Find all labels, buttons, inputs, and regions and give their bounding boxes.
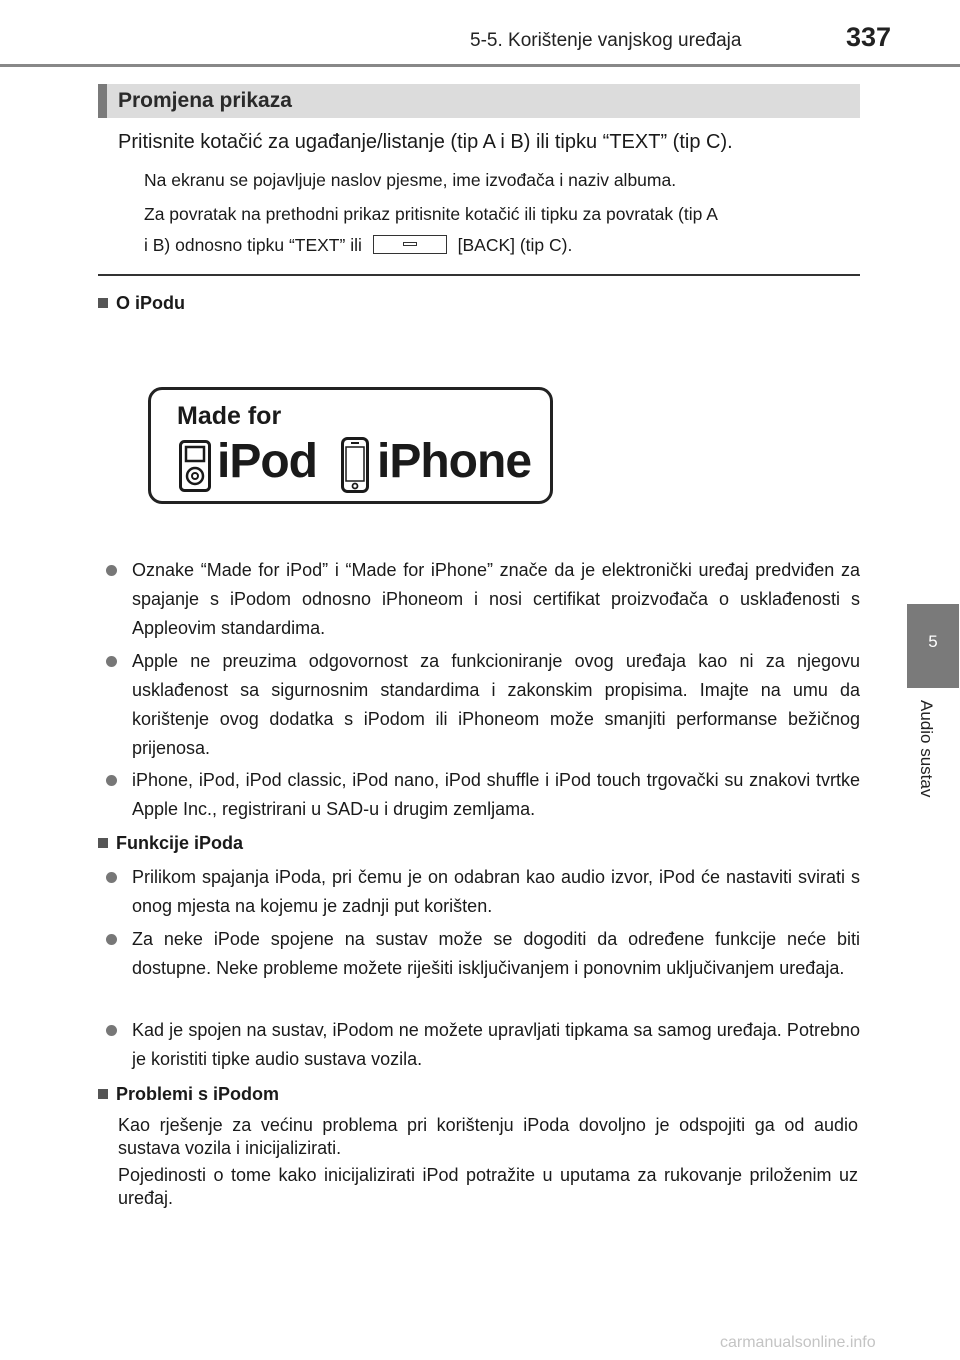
list-item-text: Za neke iPode spojene na sustav može se dogoditi da određene funkcije neće biti dostupne. Neke probleme možete riješiti isključivanjem i ponovnim uključivanjem uređaja.	[132, 929, 860, 978]
bullet-dot-icon	[106, 934, 117, 945]
logo-iphone: iPhone	[377, 435, 532, 488]
list-item-text: iPhone, iPod, iPod classic, iPod nano, iPod shuffle i iPod touch trgovački su znakovi tvrtke Apple Inc., registrirani u SAD-u i drugim zemljama.	[132, 770, 860, 819]
subheading-text: Problemi s iPodom	[116, 1084, 280, 1104]
ipod-device-icon	[179, 440, 211, 492]
problems-paragraph-1: Kao rješenje za većinu problema pri korištenju iPoda dovoljno je odspojiti ga od audio sustava vozila i inicijalizirati.	[118, 1115, 858, 1158]
subheading-text: Funkcije iPoda	[116, 833, 244, 853]
list-item	[106, 647, 860, 763]
header-section-title: 5-5. Korištenje vanjskog uređaja	[470, 30, 742, 51]
problems-paragraph-2: Pojedinosti o tome kako inicijalizirati iPod potražite u uputama za rukovanje priloženim uz uređaj.	[118, 1165, 858, 1208]
back-key-icon	[373, 235, 447, 254]
list-item	[106, 1016, 860, 1074]
subheading-text: O iPodu	[116, 293, 185, 313]
subheading-ipod-problems	[98, 1084, 279, 1105]
subheading-about-ipod	[98, 293, 185, 314]
bullet-dot-icon	[106, 656, 117, 667]
note-line-3	[144, 235, 572, 256]
section-divider	[98, 274, 860, 276]
list-item-text: Kad je spojen na sustav, iPodom ne možete upravljati tipkama sa samog uređaja. Potrebno je koristiti tipke audio sustava vozila.	[132, 1020, 860, 1069]
square-bullet-icon	[98, 1089, 108, 1099]
footer-watermark: carmanualsonline.info	[720, 1334, 876, 1351]
bullet-dot-icon	[106, 565, 117, 576]
list-item	[106, 766, 860, 824]
section-bar	[98, 84, 860, 118]
chapter-label-text: Audio sustav	[917, 700, 936, 798]
page-number: 337	[846, 22, 892, 52]
list-item	[106, 925, 860, 983]
made-for-ipod-iphone-logo	[148, 387, 553, 504]
iphone-device-icon	[341, 437, 369, 493]
logo-ipod: iPod	[217, 435, 317, 488]
main-instruction: Pritisnite kotačić za ugađanje/listanje (tip A i B) ili tipku “TEXT” (tip C).	[118, 131, 733, 153]
list-item-text: Oznake “Made for iPod” i “Made for iPhone” znače da je elektronički uređaj predviđen za spajanje s iPodom odnosno iPhoneom i nosi certifikat proizvođača o usklađenosti s Appleovim standardima.	[132, 560, 860, 638]
list-item	[106, 863, 860, 921]
header-rule	[0, 64, 960, 67]
note-line-1: Na ekranu se pojavljuje naslov pjesme, ime izvođača i naziv albuma.	[144, 170, 677, 190]
chapter-label	[916, 700, 946, 820]
bullet-dot-icon	[106, 872, 117, 883]
list-item	[106, 556, 860, 643]
section-title: Promjena prikaza	[118, 89, 292, 112]
note-line-3-end: [BACK] (tip C).	[457, 235, 573, 255]
subheading-ipod-functions	[98, 833, 243, 854]
bullet-dot-icon	[106, 1025, 117, 1036]
list-item-text: Prilikom spajanja iPoda, pri čemu je on odabran kao audio izvor, iPod će nastaviti svirati s onog mjesta na kojemu je zadnji put korišten.	[132, 867, 860, 916]
note-line-2: Za povratak na prethodni prikaz pritisnite kotačić ili tipku za povratak (tip A	[144, 204, 718, 224]
square-bullet-icon	[98, 838, 108, 848]
note-line-3-start: i B) odnosno tipku “TEXT” ili	[144, 235, 362, 255]
list-item-text: Apple ne preuzima odgovornost za funkcioniranje ovog uređaja kao ni za njegovu usklađenost sa sigurnosnim standardima i zakonskim propisima. Imajte na umu da korištenje ovog dodatka s iPodom ili iPhoneom može smanjiti performanse bežičnog prijenosa.	[132, 651, 860, 758]
section-bar-accent	[98, 84, 107, 118]
logo-made-for: Made for	[177, 402, 282, 430]
square-bullet-icon	[98, 298, 108, 308]
chapter-tab	[907, 604, 959, 688]
chapter-number: 5	[928, 632, 938, 651]
bullet-dot-icon	[106, 775, 117, 786]
